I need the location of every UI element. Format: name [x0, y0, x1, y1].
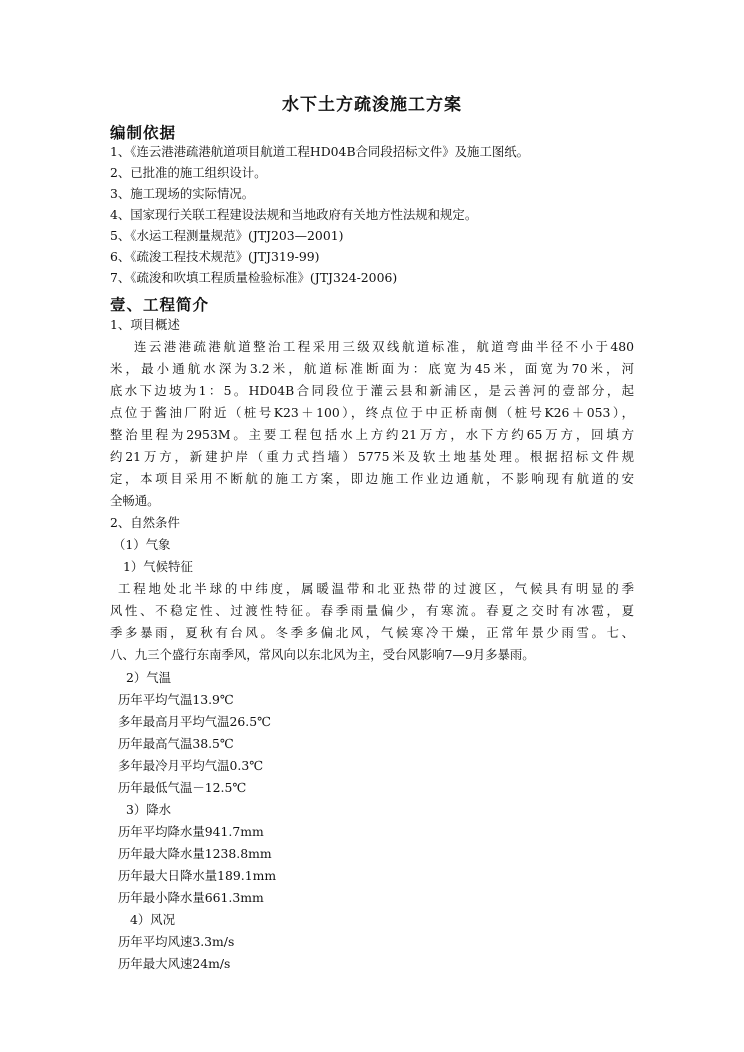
basis-item: 1、《连云港港疏港航道项目航道工程HD04B合同段招标文件》及施工图纸。: [110, 144, 530, 159]
precipitation-item: 历年最大日降水量189.1mm: [118, 868, 277, 883]
document-title: 水下土方疏浚施工方案: [282, 95, 462, 115]
precipitation-item: 历年最小降水量661.3mm: [118, 890, 264, 905]
basis-item: 6、《疏浚工程技术规范》(JTJ319-99): [110, 249, 320, 264]
climate-paragraph-line: 风性、不稳定性、过渡性特征。春季雨量偏少，有寒流。春夏之交时有冰雹，夏: [110, 603, 634, 618]
subheading-climate-features: 1）气候特征: [123, 559, 193, 574]
overview-paragraph-line: 整治里程为2953M。主要工程包括水上方约21万方，水下方约65万方，回填方: [110, 427, 634, 442]
section-heading-basis: 编制依据: [110, 123, 177, 142]
basis-item: 5、《水运工程测量规范》(JTJ203—2001): [110, 228, 344, 243]
subheading-climate: （1）气象: [113, 537, 171, 552]
overview-paragraph-line: 点位于酱油厂附近（桩号K23＋100），终点位于中正桥南侧（桩号K26＋053），: [110, 405, 634, 420]
subheading-wind: 4）风况: [130, 912, 176, 927]
precipitation-item: 历年平均降水量941.7mm: [118, 824, 264, 839]
overview-paragraph-line: 米，最小通航水深为3.2米，航道标准断面为：底宽为45米，面宽为70米，河: [110, 361, 634, 376]
subheading-temperature: 2）气温: [126, 670, 172, 685]
wind-item: 历年最大风速24m/s: [118, 956, 231, 971]
temperature-item: 多年最高月平均气温26.5℃: [118, 714, 271, 729]
subheading-precipitation: 3）降水: [126, 802, 172, 817]
overview-paragraph-line: 全畅通。: [110, 493, 160, 508]
basis-item: 3、施工现场的实际情况。: [110, 186, 255, 201]
temperature-item: 历年最低气温－12.5℃: [118, 780, 247, 795]
temperature-item: 历年最高气温38.5℃: [118, 736, 234, 751]
overview-paragraph-line: 约21万方，新建护岸（重力式挡墙）5775米及软土地基处理。根据招标文件规: [110, 449, 634, 464]
overview-paragraph-line: 连云港港疏港航道整治工程采用三级双线航道标准，航道弯曲半径不小于480: [134, 339, 634, 354]
subheading-project-overview: 1、项目概述: [110, 317, 180, 332]
wind-item: 历年平均风速3.3m/s: [118, 934, 235, 949]
climate-paragraph-line: 八、九三个盛行东南季风，常风向以东北风为主，受台风影响7—9月多暴雨。: [110, 647, 535, 662]
temperature-item: 多年最冷月平均气温0.3℃: [118, 758, 264, 773]
temperature-item: 历年平均气温13.9℃: [118, 692, 234, 707]
precipitation-item: 历年最大降水量1238.8mm: [118, 846, 272, 861]
overview-paragraph-line: 定，本项目采用不断航的施工方案，即边施工作业边通航，不影响现有航道的安: [110, 471, 634, 486]
overview-paragraph-line: 底水下边坡为1：5。HD04B合同段位于灌云县和新浦区，是云善河的壹部分，起: [110, 383, 634, 398]
basis-item: 2、已批准的施工组织设计。: [110, 165, 267, 180]
basis-item: 7、《疏浚和吹填工程质量检验标准》(JTJ324-2006): [110, 270, 398, 285]
basis-item: 4、国家现行关联工程建设法规和当地政府有关地方性法规和规定。: [110, 207, 478, 222]
subheading-natural-conditions: 2、自然条件: [110, 515, 180, 530]
climate-paragraph-line: 季多暴雨，夏秋有台风。冬季多偏北风，气候寒冷干燥，正常年景少雨雪。七、: [110, 625, 634, 640]
climate-paragraph-line: 工程地处北半球的中纬度，属暖温带和北亚热带的过渡区，气候具有明显的季: [118, 581, 634, 596]
section-heading-overview: 壹、工程简介: [110, 295, 210, 314]
